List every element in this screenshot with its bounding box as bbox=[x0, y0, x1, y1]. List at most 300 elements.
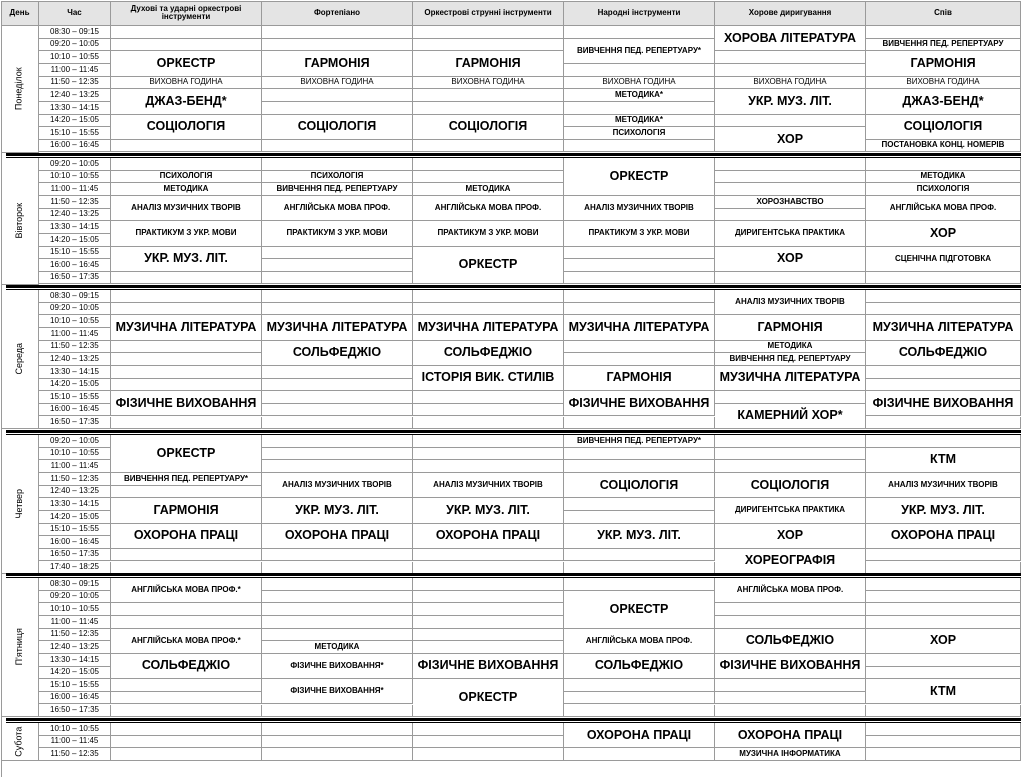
empty-slot bbox=[111, 417, 262, 430]
empty-slot bbox=[564, 578, 715, 591]
empty-slot bbox=[111, 736, 262, 749]
class-cell: ХОРОВА ЛІТЕРАТУРА bbox=[715, 26, 866, 51]
empty-slot bbox=[564, 705, 715, 718]
header-choral-conducting: Хорове диригування bbox=[715, 1, 866, 26]
empty-slot bbox=[866, 748, 1021, 761]
class-cell: ВИВЧЕННЯ ПЕД. РЕПЕРТУАРУ bbox=[262, 183, 413, 196]
empty-slot bbox=[715, 603, 866, 616]
time-slot: 16:00 – 16:45 bbox=[39, 404, 111, 417]
empty-slot bbox=[413, 39, 564, 52]
empty-slot bbox=[111, 140, 262, 153]
time-slot: 13:30 – 14:15 bbox=[39, 102, 111, 115]
class-cell: АНГЛІЙСЬКА МОВА ПРОФ.* bbox=[111, 578, 262, 603]
class-cell: ФІЗИЧНЕ ВИХОВАННЯ* bbox=[262, 654, 413, 679]
class-cell: МУЗИЧНА ЛІТЕРАТУРА bbox=[715, 366, 866, 391]
class-cell: ВИХОВНА ГОДИНА bbox=[413, 77, 564, 90]
class-cell: ВИХОВНА ГОДИНА bbox=[564, 77, 715, 90]
header-singing: Спів bbox=[866, 1, 1021, 26]
empty-slot bbox=[413, 26, 564, 39]
empty-slot bbox=[262, 26, 413, 39]
class-cell: АНАЛІЗ МУЗИЧНИХ ТВОРІВ bbox=[413, 473, 564, 498]
empty-slot bbox=[715, 158, 866, 171]
empty-slot bbox=[413, 616, 564, 629]
class-cell: СОЛЬФЕДЖІО bbox=[715, 629, 866, 654]
day-label bbox=[1, 290, 39, 429]
time-slot: 10:10 – 10:55 bbox=[39, 723, 111, 736]
empty-slot bbox=[715, 272, 866, 285]
empty-slot bbox=[564, 448, 715, 461]
class-cell: МУЗИЧНА ЛІТЕРАТУРА bbox=[262, 315, 413, 340]
class-cell: ОХОРОНА ПРАЦІ bbox=[413, 524, 564, 549]
class-cell: АНГЛІЙСЬКА МОВА ПРОФ. bbox=[715, 578, 866, 603]
empty-slot bbox=[262, 247, 413, 260]
class-cell: КТМ bbox=[866, 679, 1021, 704]
empty-slot bbox=[413, 736, 564, 749]
empty-slot bbox=[715, 460, 866, 473]
empty-slot bbox=[413, 748, 564, 761]
time-slot: 14:20 – 15:05 bbox=[39, 115, 111, 128]
class-cell: ОХОРОНА ПРАЦІ bbox=[564, 723, 715, 748]
empty-slot bbox=[111, 379, 262, 392]
day-separator bbox=[6, 718, 1021, 721]
empty-slot bbox=[866, 435, 1021, 448]
time-slot: 12:40 – 13:25 bbox=[39, 486, 111, 499]
class-cell: ВИХОВНА ГОДИНА bbox=[866, 77, 1021, 90]
empty-slot bbox=[866, 272, 1021, 285]
empty-slot bbox=[866, 379, 1021, 392]
empty-slot bbox=[715, 209, 866, 222]
time-slot: 12:40 – 13:25 bbox=[39, 641, 111, 654]
class-cell: ХОР bbox=[715, 524, 866, 549]
time-slot: 12:40 – 13:25 bbox=[39, 89, 111, 102]
class-cell: ФІЗИЧНЕ ВИХОВАННЯ bbox=[715, 654, 866, 679]
empty-slot bbox=[262, 591, 413, 604]
time-slot: 15:10 – 15:55 bbox=[39, 127, 111, 140]
empty-slot bbox=[413, 448, 564, 461]
class-cell: СОЛЬФЕДЖІО bbox=[111, 654, 262, 679]
time-slot: 16:00 – 16:45 bbox=[39, 140, 111, 153]
empty-slot bbox=[262, 140, 413, 153]
empty-slot bbox=[564, 341, 715, 354]
day-label bbox=[1, 435, 39, 574]
empty-slot bbox=[866, 290, 1021, 303]
empty-slot bbox=[715, 692, 866, 705]
class-cell: ФІЗИЧНЕ ВИХОВАННЯ* bbox=[262, 679, 413, 704]
empty-slot bbox=[715, 64, 866, 77]
empty-slot bbox=[111, 158, 262, 171]
day-name: П'ятниця bbox=[13, 628, 24, 666]
time-slot: 10:10 – 10:55 bbox=[39, 51, 111, 64]
class-cell: ФІЗИЧНЕ ВИХОВАННЯ bbox=[564, 391, 715, 416]
class-cell: КАМЕРНИЙ ХОР* bbox=[715, 404, 866, 429]
time-slot: 14:20 – 15:05 bbox=[39, 667, 111, 680]
empty-slot bbox=[866, 303, 1021, 316]
empty-slot bbox=[262, 736, 413, 749]
empty-slot bbox=[262, 603, 413, 616]
empty-slot bbox=[413, 303, 564, 316]
empty-slot bbox=[715, 183, 866, 196]
time-slot: 11:00 – 11:45 bbox=[39, 616, 111, 629]
class-cell: ХОРОЗНАВСТВО bbox=[715, 196, 866, 209]
class-cell: АНАЛІЗ МУЗИЧНИХ ТВОРІВ bbox=[715, 290, 866, 315]
class-cell: СЦЕНІЧНА ПІДГОТОВКА bbox=[866, 247, 1021, 272]
time-slot: 11:00 – 11:45 bbox=[39, 328, 111, 341]
day-separator bbox=[6, 430, 1021, 433]
time-slot: 14:20 – 15:05 bbox=[39, 379, 111, 392]
class-cell: ОРКЕСТР bbox=[111, 51, 262, 76]
time-slot: 11:50 – 12:35 bbox=[39, 629, 111, 642]
day-name: Понеділок bbox=[13, 67, 24, 111]
time-slot: 15:10 – 15:55 bbox=[39, 247, 111, 260]
class-cell: ПРАКТИКУМ З УКР. МОВИ bbox=[564, 221, 715, 246]
empty-slot bbox=[111, 486, 262, 499]
class-cell: ХОР bbox=[715, 127, 866, 152]
empty-slot bbox=[564, 679, 715, 692]
class-cell: АНГЛІЙСЬКА МОВА ПРОФ. bbox=[866, 196, 1021, 221]
day-label bbox=[1, 578, 39, 717]
class-cell: АНАЛІЗ МУЗИЧНИХ ТВОРІВ bbox=[111, 196, 262, 221]
class-cell: АНАЛІЗ МУЗИЧНИХ ТВОРІВ bbox=[564, 196, 715, 221]
class-cell: ОХОРОНА ПРАЦІ bbox=[262, 524, 413, 549]
empty-slot bbox=[564, 64, 715, 77]
empty-slot bbox=[715, 115, 866, 128]
time-slot: 17:40 – 18:25 bbox=[39, 562, 111, 575]
empty-slot bbox=[262, 549, 413, 562]
empty-slot bbox=[262, 391, 413, 404]
empty-slot bbox=[564, 417, 715, 430]
class-cell: ХОР bbox=[866, 221, 1021, 246]
class-cell: ОХОРОНА ПРАЦІ bbox=[111, 524, 262, 549]
empty-slot bbox=[262, 39, 413, 52]
class-cell: ХОРЕОГРАФІЯ bbox=[715, 549, 866, 574]
time-slot: 11:50 – 12:35 bbox=[39, 77, 111, 90]
time-slot: 10:10 – 10:55 bbox=[39, 171, 111, 184]
empty-slot bbox=[715, 51, 866, 64]
class-cell: ГАРМОНІЯ bbox=[262, 51, 413, 76]
empty-slot bbox=[262, 158, 413, 171]
time-slot: 10:10 – 10:55 bbox=[39, 448, 111, 461]
day-separator bbox=[6, 285, 1021, 288]
empty-slot bbox=[564, 290, 715, 303]
empty-slot bbox=[413, 391, 564, 404]
header-time: Час bbox=[39, 1, 111, 26]
empty-slot bbox=[866, 654, 1021, 667]
time-slot: 16:00 – 16:45 bbox=[39, 536, 111, 549]
time-slot: 15:10 – 15:55 bbox=[39, 391, 111, 404]
class-cell: ОРКЕСТР bbox=[413, 679, 564, 717]
empty-slot bbox=[866, 158, 1021, 171]
empty-slot bbox=[715, 679, 866, 692]
class-cell: ОХОРОНА ПРАЦІ bbox=[715, 723, 866, 748]
empty-slot bbox=[715, 616, 866, 629]
empty-slot bbox=[262, 303, 413, 316]
empty-slot bbox=[866, 417, 1021, 430]
class-cell: ОРКЕСТР bbox=[564, 158, 715, 196]
empty-slot bbox=[715, 391, 866, 404]
empty-slot bbox=[564, 140, 715, 153]
class-cell: ПОСТАНОВКА КОНЦ. НОМЕРІВ bbox=[866, 140, 1021, 153]
class-cell: ВИХОВНА ГОДИНА bbox=[715, 77, 866, 90]
empty-slot bbox=[262, 379, 413, 392]
day-name: Четвер bbox=[13, 489, 24, 519]
class-cell: ОРКЕСТР bbox=[111, 435, 262, 473]
empty-slot bbox=[111, 705, 262, 718]
class-cell: МЕТОДИКА bbox=[715, 341, 866, 354]
class-cell: ПРАКТИКУМ З УКР. МОВИ bbox=[262, 221, 413, 246]
empty-slot bbox=[262, 723, 413, 736]
class-cell: ВИВЧЕННЯ ПЕД. РЕПЕРТУАРУ* bbox=[564, 39, 715, 64]
empty-slot bbox=[564, 460, 715, 473]
time-slot: 11:00 – 11:45 bbox=[39, 64, 111, 77]
time-slot: 13:30 – 14:15 bbox=[39, 221, 111, 234]
class-cell: МЕТОДИКА bbox=[111, 183, 262, 196]
empty-slot bbox=[111, 603, 262, 616]
class-cell: КТМ bbox=[866, 448, 1021, 473]
empty-slot bbox=[111, 341, 262, 354]
empty-slot bbox=[866, 26, 1021, 39]
time-slot: 13:30 – 14:15 bbox=[39, 366, 111, 379]
empty-slot bbox=[262, 460, 413, 473]
header-folk-instruments: Народні інструменти bbox=[564, 1, 715, 26]
time-slot: 16:50 – 17:35 bbox=[39, 417, 111, 430]
class-cell: ВИВЧЕННЯ ПЕД. РЕПЕРТУАРУ bbox=[715, 353, 866, 366]
empty-slot bbox=[564, 26, 715, 39]
class-cell: ОРКЕСТР bbox=[413, 247, 564, 285]
empty-slot bbox=[262, 448, 413, 461]
class-cell: ГАРМОНІЯ bbox=[715, 315, 866, 340]
empty-slot bbox=[413, 629, 564, 642]
time-slot: 13:30 – 14:15 bbox=[39, 654, 111, 667]
class-cell: ГАРМОНІЯ bbox=[564, 366, 715, 391]
class-cell: МУЗИЧНА ЛІТЕРАТУРА bbox=[111, 315, 262, 340]
class-cell: СОЦІОЛОГІЯ bbox=[111, 115, 262, 140]
class-cell: МУЗИЧНА ЛІТЕРАТУРА bbox=[413, 315, 564, 340]
class-cell: СОЦІОЛОГІЯ bbox=[262, 115, 413, 140]
empty-slot bbox=[413, 549, 564, 562]
empty-slot bbox=[262, 89, 413, 102]
day-name: Вівторок bbox=[13, 202, 24, 239]
class-cell: АНАЛІЗ МУЗИЧНИХ ТВОРІВ bbox=[866, 473, 1021, 498]
time-slot: 16:00 – 16:45 bbox=[39, 692, 111, 705]
empty-slot bbox=[262, 435, 413, 448]
empty-slot bbox=[866, 578, 1021, 591]
empty-slot bbox=[111, 679, 262, 692]
header-piano: Фортепіано bbox=[262, 1, 413, 26]
empty-slot bbox=[111, 723, 262, 736]
class-cell: ДЖАЗ-БЕНД* bbox=[111, 89, 262, 114]
time-slot: 08:30 – 09:15 bbox=[39, 578, 111, 591]
class-cell: АНГЛІЙСЬКА МОВА ПРОФ.* bbox=[111, 629, 262, 654]
class-cell: ПРАКТИКУМ З УКР. МОВИ bbox=[111, 221, 262, 246]
empty-slot bbox=[262, 290, 413, 303]
empty-slot bbox=[866, 366, 1021, 379]
header-strings: Оркестрові струнні інструменти bbox=[413, 1, 564, 26]
empty-slot bbox=[866, 616, 1021, 629]
class-cell: ПСИХОЛОГІЯ bbox=[564, 127, 715, 140]
empty-slot bbox=[413, 140, 564, 153]
empty-slot bbox=[262, 578, 413, 591]
class-cell: ДИРИГЕНТСЬКА ПРАКТИКА bbox=[715, 221, 866, 246]
empty-slot bbox=[866, 723, 1021, 736]
empty-slot bbox=[564, 247, 715, 260]
empty-slot bbox=[866, 705, 1021, 718]
class-cell: СОЦІОЛОГІЯ bbox=[564, 473, 715, 498]
time-slot: 11:50 – 12:35 bbox=[39, 341, 111, 354]
class-cell: ВИХОВНА ГОДИНА bbox=[262, 77, 413, 90]
class-cell: ДЖАЗ-БЕНД* bbox=[866, 89, 1021, 114]
time-slot: 08:30 – 09:15 bbox=[39, 26, 111, 39]
time-slot: 11:50 – 12:35 bbox=[39, 748, 111, 761]
empty-slot bbox=[111, 39, 262, 52]
class-cell: СОЦІОЛОГІЯ bbox=[866, 115, 1021, 140]
empty-slot bbox=[262, 417, 413, 430]
time-slot: 11:00 – 11:45 bbox=[39, 736, 111, 749]
empty-slot bbox=[564, 303, 715, 316]
empty-slot bbox=[111, 290, 262, 303]
class-cell: МЕТОДИКА* bbox=[564, 89, 715, 102]
class-cell: СОЦІОЛОГІЯ bbox=[715, 473, 866, 498]
class-cell: АНГЛІЙСЬКА МОВА ПРОФ. bbox=[413, 196, 564, 221]
time-slot: 12:40 – 13:25 bbox=[39, 209, 111, 222]
empty-slot bbox=[262, 259, 413, 272]
empty-slot bbox=[111, 616, 262, 629]
header-day: День bbox=[1, 1, 39, 26]
empty-slot bbox=[413, 603, 564, 616]
empty-slot bbox=[564, 353, 715, 366]
empty-slot bbox=[262, 705, 413, 718]
empty-slot bbox=[413, 723, 564, 736]
time-slot: 15:10 – 15:55 bbox=[39, 524, 111, 537]
class-cell: ДИРИГЕНТСЬКА ПРАКТИКА bbox=[715, 498, 866, 523]
empty-slot bbox=[413, 435, 564, 448]
class-cell: АНГЛІЙСЬКА МОВА ПРОФ. bbox=[262, 196, 413, 221]
time-slot: 15:10 – 15:55 bbox=[39, 679, 111, 692]
time-slot: 08:30 – 09:15 bbox=[39, 290, 111, 303]
empty-slot bbox=[262, 102, 413, 115]
time-slot: 16:50 – 17:35 bbox=[39, 272, 111, 285]
class-cell: ПСИХОЛОГІЯ bbox=[111, 171, 262, 184]
empty-slot bbox=[262, 366, 413, 379]
empty-slot bbox=[715, 171, 866, 184]
time-slot: 16:00 – 16:45 bbox=[39, 259, 111, 272]
empty-slot bbox=[564, 511, 715, 524]
class-cell: ФІЗИЧНЕ ВИХОВАННЯ bbox=[866, 391, 1021, 416]
empty-slot bbox=[866, 603, 1021, 616]
time-slot: 09:20 – 10:05 bbox=[39, 39, 111, 52]
day-label bbox=[1, 158, 39, 285]
time-slot: 16:50 – 17:35 bbox=[39, 549, 111, 562]
time-slot: 14:20 – 15:05 bbox=[39, 511, 111, 524]
class-cell: ІСТОРІЯ ВИК. СТИЛІВ bbox=[413, 366, 564, 391]
empty-slot bbox=[564, 259, 715, 272]
empty-slot bbox=[866, 591, 1021, 604]
time-slot: 09:20 – 10:05 bbox=[39, 435, 111, 448]
empty-slot bbox=[413, 404, 564, 417]
class-cell: УКР. МУЗ. ЛІТ. bbox=[564, 524, 715, 549]
class-cell: ГАРМОНІЯ bbox=[413, 51, 564, 76]
class-cell: СОЛЬФЕДЖІО bbox=[564, 654, 715, 679]
empty-slot bbox=[564, 692, 715, 705]
empty-slot bbox=[564, 498, 715, 511]
day-separator bbox=[6, 153, 1021, 156]
empty-slot bbox=[262, 629, 413, 642]
class-cell: СОЛЬФЕДЖІО bbox=[262, 341, 413, 366]
empty-slot bbox=[262, 404, 413, 417]
empty-slot bbox=[413, 591, 564, 604]
time-slot: 11:00 – 11:45 bbox=[39, 460, 111, 473]
time-slot: 14:20 – 15:05 bbox=[39, 234, 111, 247]
schedule-table bbox=[1, 1, 1021, 777]
empty-slot bbox=[262, 272, 413, 285]
empty-slot bbox=[564, 102, 715, 115]
class-cell: МЕТОДИКА* bbox=[564, 115, 715, 128]
empty-slot bbox=[262, 748, 413, 761]
time-slot: 10:10 – 10:55 bbox=[39, 315, 111, 328]
empty-slot bbox=[413, 641, 564, 654]
empty-slot bbox=[111, 692, 262, 705]
time-slot: 16:50 – 17:35 bbox=[39, 705, 111, 718]
day-name: Субота bbox=[13, 726, 24, 757]
day-name: Середа bbox=[13, 343, 24, 375]
class-cell: ФІЗИЧНЕ ВИХОВАННЯ bbox=[413, 654, 564, 679]
empty-slot bbox=[262, 616, 413, 629]
empty-slot bbox=[413, 417, 564, 430]
empty-slot bbox=[413, 290, 564, 303]
empty-slot bbox=[866, 667, 1021, 680]
empty-slot bbox=[413, 171, 564, 184]
time-slot: 09:20 – 10:05 bbox=[39, 158, 111, 171]
class-cell: ОРКЕСТР bbox=[564, 591, 715, 629]
empty-slot bbox=[413, 102, 564, 115]
day-label bbox=[1, 723, 39, 761]
class-cell: МЕТОДИКА bbox=[262, 641, 413, 654]
empty-slot bbox=[715, 448, 866, 461]
class-cell: ПСИХОЛОГІЯ bbox=[262, 171, 413, 184]
empty-slot bbox=[413, 89, 564, 102]
class-cell: СОЦІОЛОГІЯ bbox=[413, 115, 564, 140]
time-slot: 10:10 – 10:55 bbox=[39, 603, 111, 616]
empty-slot bbox=[111, 549, 262, 562]
empty-slot bbox=[111, 272, 262, 285]
empty-slot bbox=[564, 549, 715, 562]
header-brass-percussion: Духові та ударні оркестрові інструменти bbox=[111, 1, 262, 26]
class-cell: ОХОРОНА ПРАЦІ bbox=[866, 524, 1021, 549]
class-cell: УКР. МУЗ. ЛІТ. bbox=[262, 498, 413, 523]
class-cell: ГАРМОНІЯ bbox=[111, 498, 262, 523]
time-slot: 13:30 – 14:15 bbox=[39, 498, 111, 511]
class-cell: ВИВЧЕННЯ ПЕД. РЕПЕРТУАРУ bbox=[866, 39, 1021, 52]
empty-slot bbox=[413, 460, 564, 473]
class-cell: ВИВЧЕННЯ ПЕД. РЕПЕРТУАРУ* bbox=[111, 473, 262, 486]
empty-slot bbox=[564, 748, 715, 761]
empty-slot bbox=[866, 549, 1021, 562]
time-slot: 12:40 – 13:25 bbox=[39, 353, 111, 366]
empty-slot bbox=[111, 303, 262, 316]
empty-slot bbox=[715, 705, 866, 718]
class-cell: ПРАКТИКУМ З УКР. МОВИ bbox=[413, 221, 564, 246]
class-cell: МУЗИЧНА ІНФОРМАТИКА bbox=[715, 748, 866, 761]
empty-slot bbox=[111, 353, 262, 366]
empty-slot bbox=[564, 272, 715, 285]
class-cell: ГАРМОНІЯ bbox=[866, 51, 1021, 76]
time-slot: 11:00 – 11:45 bbox=[39, 183, 111, 196]
class-cell: МУЗИЧНА ЛІТЕРАТУРА bbox=[564, 315, 715, 340]
time-slot: 11:50 – 12:35 bbox=[39, 473, 111, 486]
class-cell: ВИВЧЕННЯ ПЕД. РЕПЕРТУАРУ* bbox=[564, 435, 715, 448]
class-cell: ФІЗИЧНЕ ВИХОВАННЯ bbox=[111, 391, 262, 416]
empty-slot bbox=[111, 366, 262, 379]
time-slot: 11:50 – 12:35 bbox=[39, 196, 111, 209]
